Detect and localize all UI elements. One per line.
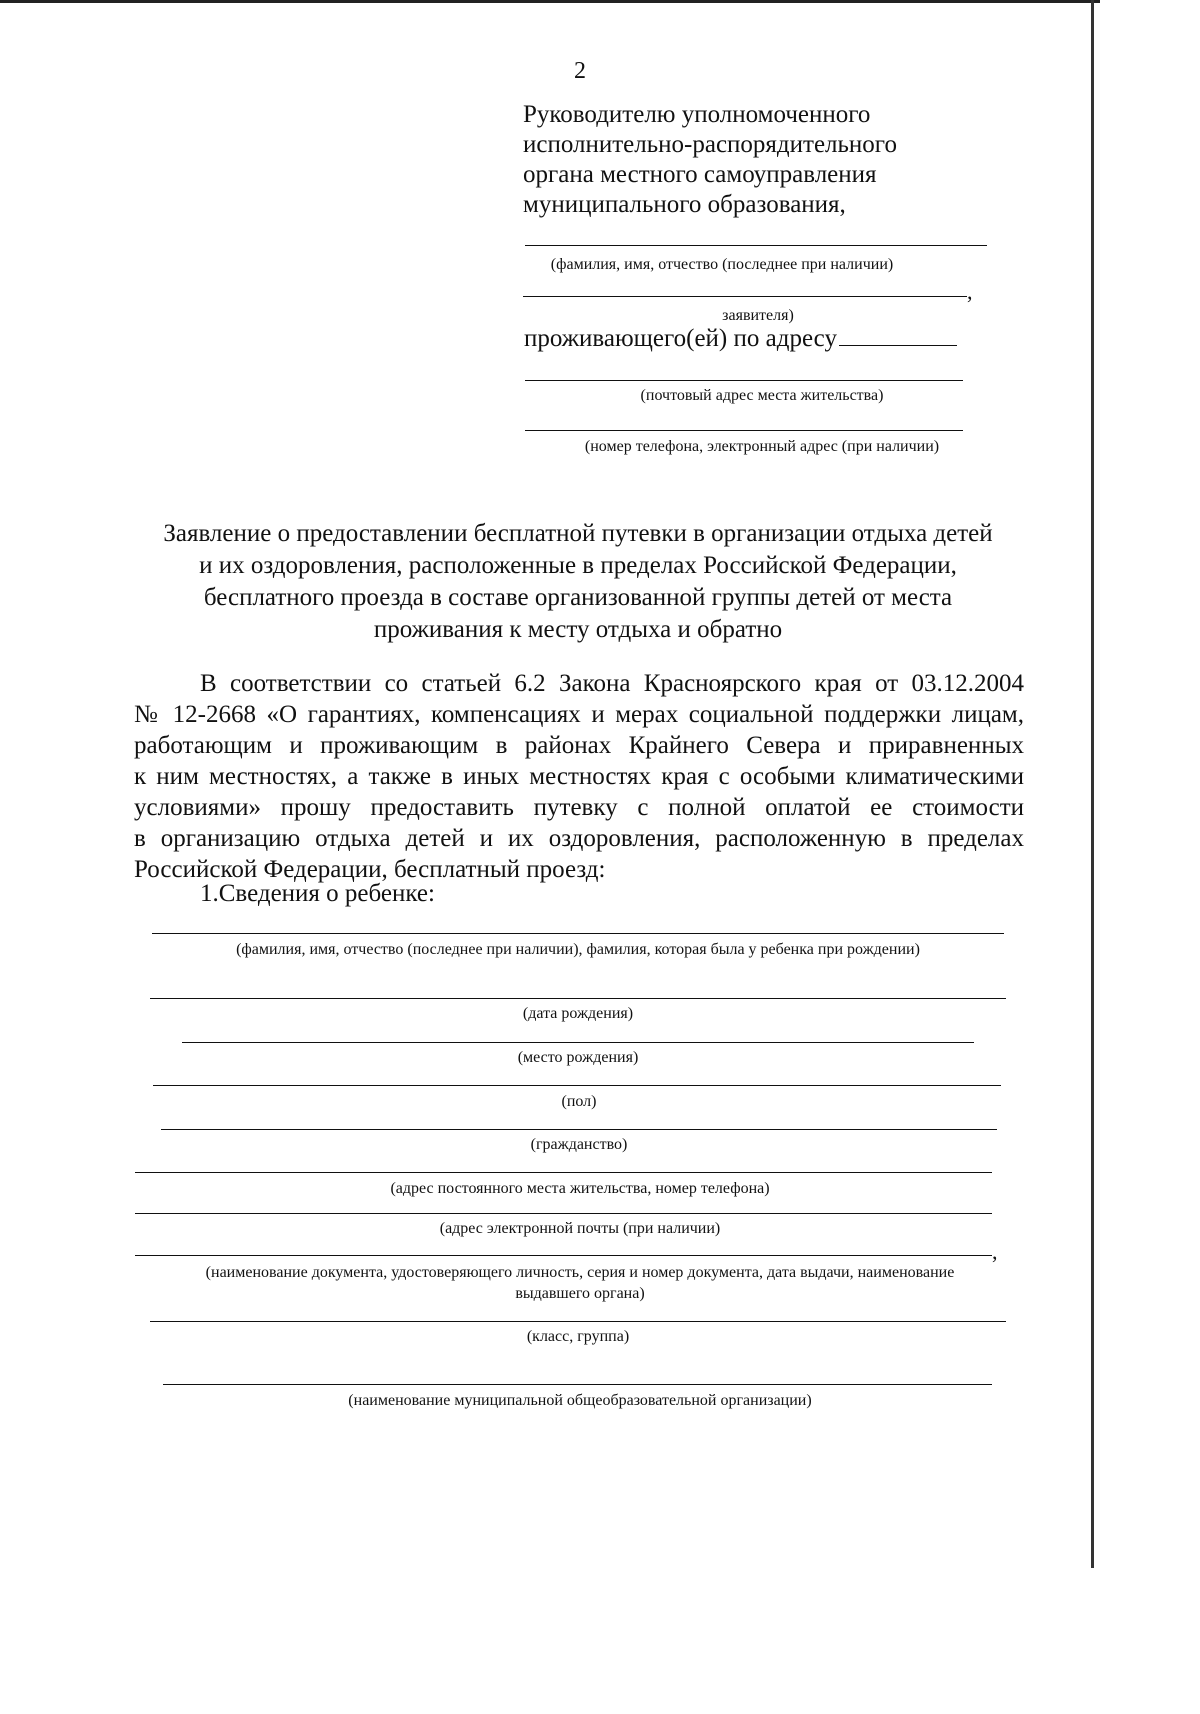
- caption-id-document: (наименование документа, удостоверяющего личность, серия и номер документа, дата выдачи, наименование: [205, 1264, 955, 1281]
- scan-edge-top: [0, 0, 1100, 3]
- fill-line-school[interactable]: [163, 1384, 992, 1385]
- addressee-line: Руководителю уполномоченного: [523, 101, 871, 128]
- addressee-line: муниципального образования,: [523, 191, 846, 218]
- fill-line-address-phone[interactable]: [135, 1172, 992, 1173]
- caption-applicant: заявителя): [722, 307, 794, 324]
- fill-line-postal[interactable]: [525, 380, 963, 381]
- caption-id-document-cont: выдавшего органа): [515, 1285, 645, 1302]
- caption-citizenship: (гражданство): [530, 1136, 628, 1153]
- title-line: бесплатного проезда в составе организованной группы детей от места: [203, 584, 953, 611]
- caption-email: (адрес электронной почты (при наличии): [439, 1220, 721, 1237]
- title-line: проживания к месту отдыха и обратно: [373, 616, 783, 643]
- residing-label-row: [524, 325, 957, 353]
- title-line: Заявление о предоставлении бесплатной путевки в организации отдыха детей: [163, 520, 993, 547]
- fill-line-class-group[interactable]: [150, 1321, 1006, 1322]
- body-line: Российской Федерации, бесплатный проезд:: [134, 856, 606, 883]
- fill-line-address-inline[interactable]: [839, 325, 957, 346]
- caption-child-fio: (фамилия, имя, отчество (последнее при наличии), фамилия, которая была у ребенка при рождении): [236, 941, 920, 958]
- document-title: [100, 518, 1056, 646]
- fill-line-sex[interactable]: [153, 1085, 1001, 1086]
- fill-line-applicant[interactable]: [523, 296, 967, 297]
- caption-sex: (пол): [561, 1093, 597, 1110]
- body-line: условиями» прошу предоставить путевку с полной оплатой ее стоимости: [134, 794, 1024, 821]
- addressee-line: исполнительно-распорядительного: [523, 131, 897, 158]
- scan-edge-right: [1091, 0, 1094, 1568]
- caption-class-group: (класс, группа): [526, 1328, 630, 1345]
- body-line: в организацию отдыха детей и их оздоровления, расположенную в пределах: [134, 825, 1024, 852]
- fill-line-birth-place[interactable]: [182, 1042, 974, 1043]
- body-paragraph: [134, 668, 1024, 885]
- fill-line-birth-date[interactable]: [150, 998, 1006, 999]
- body-line: к ним местностях, а также в иных местностях края с особыми климатическими: [134, 763, 1024, 790]
- section-heading: 1.Сведения о ребенке:: [200, 880, 435, 907]
- body-line: № 12-2668 «О гарантиях, компенсациях и мерах социальной поддержки лицам,: [134, 701, 1024, 728]
- fill-line-citizenship[interactable]: [161, 1129, 997, 1130]
- fill-line-child-fio[interactable]: [152, 933, 1004, 934]
- fill-line-fio[interactable]: [525, 245, 987, 246]
- addressee-block: [523, 100, 983, 220]
- comma: ,: [967, 279, 973, 304]
- fill-line-email[interactable]: [135, 1213, 992, 1214]
- caption-birth-date: (дата рождения): [522, 1005, 634, 1022]
- caption-contacts: (номер телефона, электронный адрес (при наличии): [584, 438, 940, 455]
- fill-line-id-document[interactable]: [135, 1255, 992, 1256]
- comma: ,: [992, 1239, 998, 1264]
- caption-postal: (почтовый адрес места жительства): [640, 387, 884, 404]
- body-line: работающим и проживающим в районах Крайнего Севера и приравненных: [134, 732, 1024, 759]
- page-number: 2: [574, 58, 586, 84]
- caption-address-phone: (адрес постоянного места жительства, номер телефона): [390, 1180, 770, 1197]
- caption-school: (наименование муниципальной общеобразовательной организации): [348, 1392, 812, 1409]
- caption-fio: (фамилия, имя, отчество (последнее при наличии): [550, 256, 894, 273]
- fill-line-contacts[interactable]: [525, 430, 963, 431]
- title-line: и их оздоровления, расположенные в пределах Российской Федерации,: [199, 552, 957, 579]
- residing-label: проживающего(ей) по адресу: [524, 325, 837, 352]
- addressee-line: органа местного самоуправления: [523, 161, 877, 188]
- body-line: В соответствии со статьей 6.2 Закона Красноярского края от 03.12.2004: [200, 670, 1024, 697]
- caption-birth-place: (место рождения): [517, 1049, 639, 1066]
